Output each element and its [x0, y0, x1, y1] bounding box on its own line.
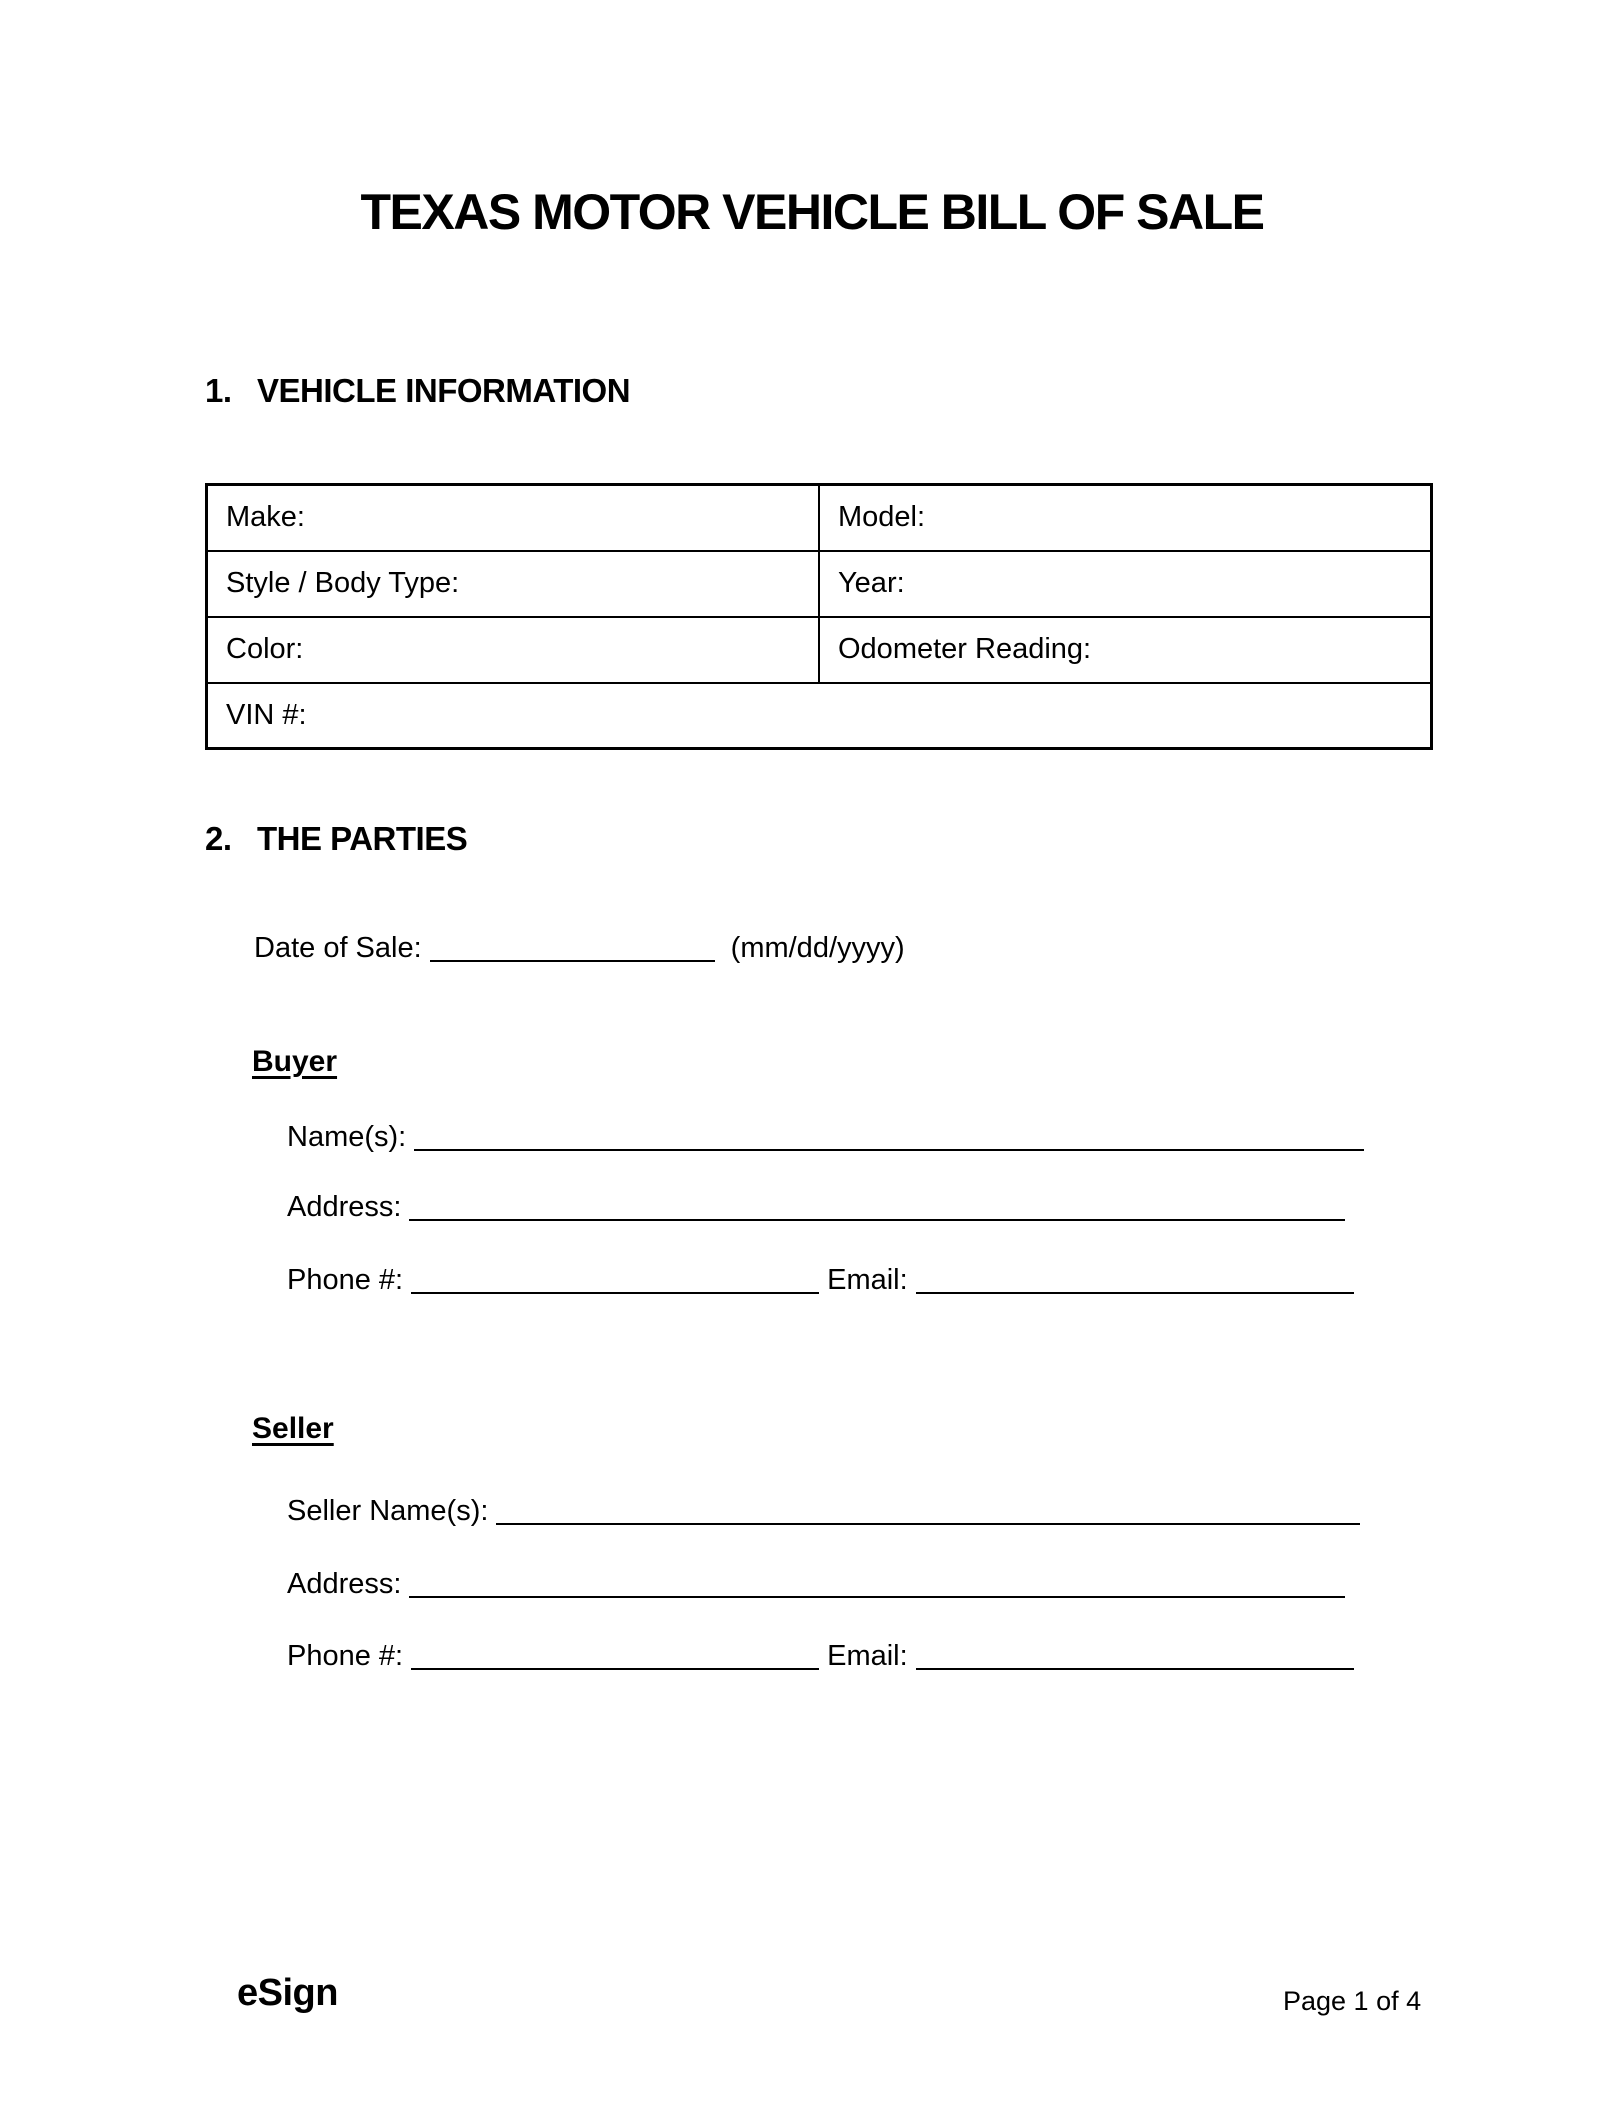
buyer-name-label: Name(s):	[287, 1121, 407, 1153]
make-cell[interactable]: Make:	[207, 485, 820, 551]
odometer-reading-cell[interactable]: Odometer Reading:	[819, 617, 1432, 683]
seller-name-blank[interactable]	[496, 1515, 1360, 1525]
section-1-number: 1.	[205, 372, 232, 409]
seller-heading: Seller	[252, 1412, 334, 1445]
table-row	[207, 683, 1432, 749]
year-cell[interactable]: Year:	[819, 551, 1432, 617]
esign-logo: eSign	[237, 1972, 338, 2014]
section-1-heading	[205, 372, 630, 410]
buyer-address-line	[287, 1191, 1345, 1224]
style-body-type-cell[interactable]: Style / Body Type:	[207, 551, 820, 617]
section-2-title: THE PARTIES	[257, 820, 468, 857]
section-2-heading	[205, 820, 467, 858]
buyer-phone-blank[interactable]	[411, 1284, 819, 1294]
seller-phone-line	[287, 1640, 1354, 1673]
buyer-name-line	[287, 1121, 1364, 1154]
buyer-address-label: Address:	[287, 1191, 402, 1223]
model-cell[interactable]: Model:	[819, 485, 1432, 551]
buyer-name-blank[interactable]	[414, 1141, 1364, 1151]
date-of-sale-label: Date of Sale:	[254, 932, 422, 964]
buyer-address-blank[interactable]	[409, 1211, 1345, 1221]
vehicle-info-table	[205, 483, 1433, 750]
color-cell[interactable]: Color:	[207, 617, 820, 683]
seller-address-label: Address:	[287, 1568, 402, 1600]
seller-name-label: Seller Name(s):	[287, 1495, 489, 1527]
seller-phone-blank[interactable]	[411, 1660, 819, 1670]
section-2-number: 2.	[205, 820, 232, 857]
vin-cell[interactable]: VIN #:	[207, 683, 1432, 749]
buyer-phone-line	[287, 1264, 1354, 1297]
buyer-email-label: Email:	[827, 1264, 908, 1296]
section-1-title: VEHICLE INFORMATION	[257, 372, 631, 409]
date-of-sale-line	[254, 932, 905, 965]
table-row	[207, 551, 1432, 617]
table-row	[207, 485, 1432, 551]
page-number: Page 1 of 4	[1283, 1986, 1422, 2016]
seller-email-blank[interactable]	[916, 1660, 1354, 1670]
seller-phone-label: Phone #:	[287, 1640, 404, 1672]
document-title: TEXAS MOTOR VEHICLE BILL OF SALE	[360, 184, 1264, 240]
seller-name-line	[287, 1495, 1360, 1528]
table-row	[207, 617, 1432, 683]
buyer-heading: Buyer	[252, 1045, 338, 1078]
seller-address-blank[interactable]	[409, 1588, 1345, 1598]
buyer-phone-label: Phone #:	[287, 1264, 404, 1296]
buyer-email-blank[interactable]	[916, 1284, 1354, 1294]
date-format-hint: (mm/dd/yyyy)	[730, 932, 905, 964]
seller-address-line	[287, 1568, 1345, 1601]
date-of-sale-blank[interactable]	[430, 952, 715, 962]
seller-email-label: Email:	[827, 1640, 908, 1672]
